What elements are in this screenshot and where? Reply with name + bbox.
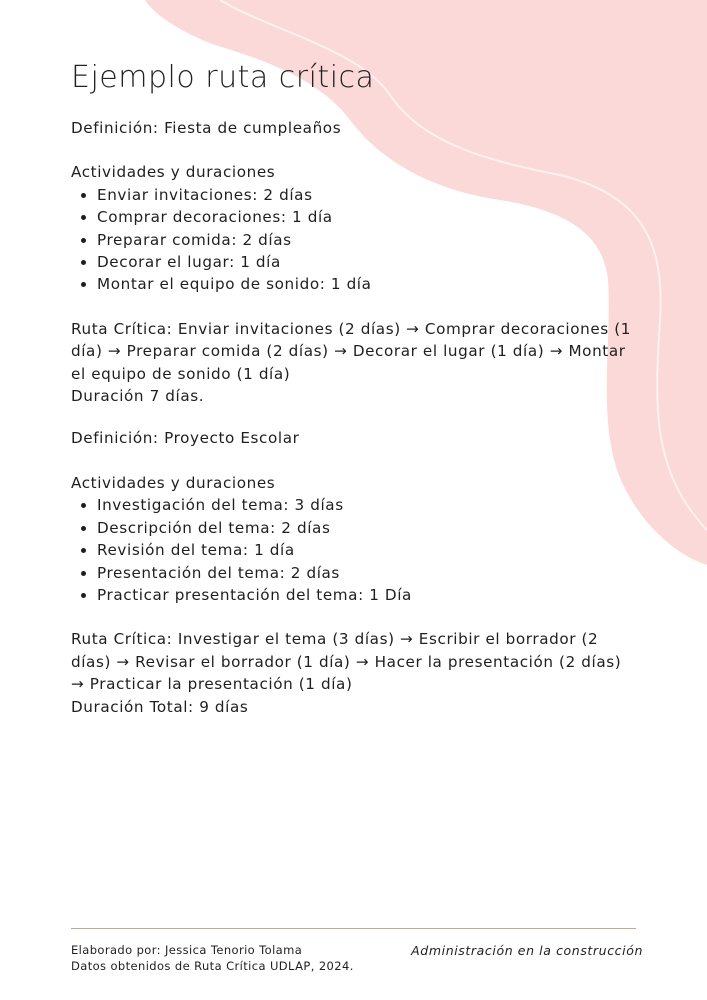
footer-divider: [71, 928, 636, 929]
list-item: • Decorar el lugar: 1 día: [97, 251, 631, 273]
list-item: • Practicar presentación del tema: 1 Día: [97, 584, 631, 606]
section2-definition: Definición: Proyecto Escolar: [71, 429, 300, 448]
list-item: • Comprar decoraciones: 1 día: [97, 206, 631, 228]
section1-activities-heading: Actividades y duraciones: [71, 163, 276, 182]
section1-definition: Definición: Fiesta de cumpleaños: [71, 119, 342, 137]
list-item: • Presentación del tema: 2 días: [97, 562, 631, 584]
section2-activities-heading: Actividades y duraciones: [71, 473, 276, 492]
footer-source: Datos obtenidos de Ruta Crítica UDLAP, 2024.: [71, 959, 354, 973]
page-title: Ejemplo ruta crítica: [71, 60, 375, 95]
document-body: [71, 60, 631, 718]
list-item: • Descripción del tema: 2 días: [97, 517, 631, 539]
list-item: • Preparar comida: 2 días: [97, 229, 631, 251]
section1-critical-path: Ruta Crítica: Enviar invitaciones (2 días) → Comprar decoraciones (1 día) → Preparar comida (2 días) → Decorar el lugar (1 día) → Montar el equipo de sonido (1 día): [71, 319, 632, 383]
section1-activity-list: [71, 184, 631, 296]
section2-duration: Duración Total: 9 días: [71, 697, 249, 716]
footer-course: Administración en la construcción: [411, 943, 643, 958]
section2-activity-list: [71, 494, 631, 606]
list-item: • Investigación del tema: 3 días: [97, 494, 631, 516]
list-item: • Enviar invitaciones: 2 días: [97, 184, 631, 206]
section1-duration: Duración 7 días.: [71, 387, 205, 406]
footer-credits: [71, 942, 354, 974]
list-item: • Montar el equipo de sonido: 1 día: [97, 273, 631, 295]
footer-author: Elaborado por: Jessica Tenorio Tolama: [71, 943, 303, 957]
section2-critical-path: Ruta Crítica: Investigar el tema (3 días) → Escribir el borrador (2 días) → Revisar el borrador (1 día) → Hacer la presentación (2 días) → Practicar la presentación (1 día): [71, 630, 622, 694]
list-item: • Revisión del tema: 1 día: [97, 539, 631, 561]
